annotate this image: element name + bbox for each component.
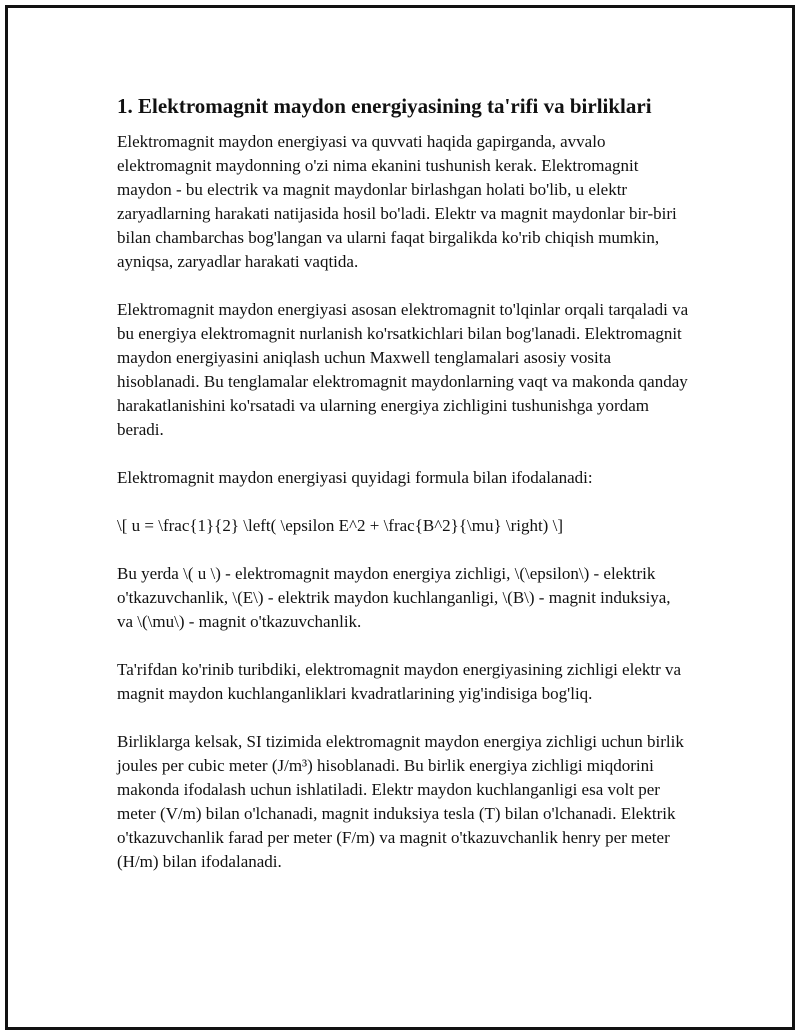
- paragraph-definition: Ta'rifdan ko'rinib turibdiki, elektromagnit maydon energiyasining zichligi elektr va magnit maydon kuchlanganliklari kvadratlarining yig'indisiga bog'liq.: [117, 660, 682, 703]
- paragraph-units: Birliklarga kelsak, SI tizimida elektromagnit maydon energiya zichligi uchun birlik joules per cubic meter (J/m³) hisoblanadi. Bu birlik energiya zichligi miqdorini makonda ifodalash uchun ishlatiladi. Elektr maydon kuchlanganligi esa volt per meter (V/m) bilan o'lchanadi, magnit induksiya tesla (T) bilan o'lchanadi. Elektrik o'tkazuvchanlik farad per meter (F/m) va magnit o'tkazuvchanlik henry per meter (H/m) bilan ifodalanadi.: [117, 732, 684, 871]
- section-heading: 1. Elektromagnit maydon energiyasining ta'rifi va birliklari: [117, 94, 652, 118]
- formula-line: \[ u = \frac{1}{2} \left( \epsilon E^2 + \frac{B^2}{\mu} \right) \]: [117, 516, 563, 535]
- paragraph-formula-intro: Elektromagnit maydon energiyasi quyidagi formula bilan ifodalanadi:: [117, 468, 593, 487]
- paragraph-variables: Bu yerda \( u \) - elektromagnit maydon energiya zichligi, \(\epsilon\) - elektrik o'tkazuvchanlik, \(E\) - elektrik maydon kuchlanganligi, \(B\) - magnit induksiya, va \(\mu\) - magnit o'tkazuvchanlik.: [117, 564, 671, 631]
- document-body: [117, 92, 689, 898]
- paragraph-intro: Elektromagnit maydon energiyasi va quvvati haqida gapirganda, avvalo elektromagnit maydonning o'zi nima ekanini tushunish kerak. Elektromagnit maydon - bu electrik va magnit maydonlar birlashgan holati bo'lib, u elektr zaryadlarning harakati natijasida hosil bo'ladi. Elektr va magnit maydonlar bir-biri bilan chambarchas bog'langan va ularni faqat birgalikda ko'rib chiqish mumkin, ayniqsa, zaryadlar harakati vaqtida.: [117, 132, 677, 271]
- paragraph-waves: Elektromagnit maydon energiyasi asosan elektromagnit to'lqinlar orqali tarqaladi va bu energiya elektromagnit nurlanish ko'rsatkichlari bilan bog'lanadi. Elektromagnit maydon energiyasini aniqlash uchun Maxwell tenglamalari asosiy vosita hisoblanadi. Bu tenglamalar elektromagnit maydonlarning vaqt va makonda qanday harakatlanishini ko'rsatadi va ularning energiya zichligini tushunishga yordam beradi.: [117, 300, 689, 439]
